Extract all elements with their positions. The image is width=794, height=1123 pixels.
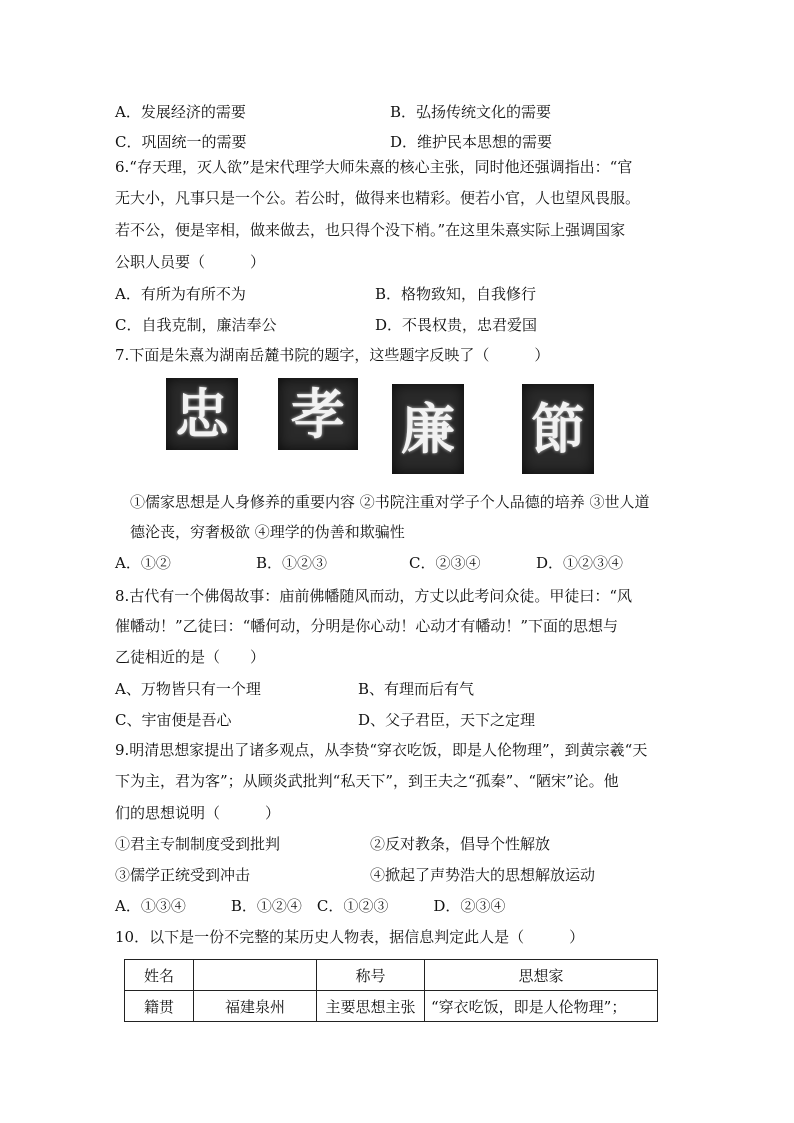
q10-stem: 10．以下是一份不完整的某历史人物表，据信息判定此人是（ ） xyxy=(115,928,585,946)
q5-option-c: C．巩固统一的需要 xyxy=(115,133,247,151)
q6-stem-line-2: 无大小，凡事只是一个公。若公时，做得来也精彩。便若小官，人也望风畏服。 xyxy=(115,189,641,207)
table-cell: 籍贯 xyxy=(125,991,194,1022)
q9-statement-3: ③儒学正统受到冲击 xyxy=(115,866,251,884)
q8-stem-line-1: 8.古代有一个佛偈故事：庙前佛幡随风而动，方丈以此考问众徒。甲徒曰：“风 xyxy=(115,587,632,605)
calligraphy-char: 忠 xyxy=(175,382,229,446)
calligraphy-zhong xyxy=(166,378,238,450)
q9-stem-line-3: 们的思想说明（ ） xyxy=(115,804,281,822)
calligraphy-char: 廉 xyxy=(401,397,455,461)
q6-stem-line-3: 若不公，便是宰相，做来做去，也只得个没下梢。”在这里朱熹实际上强调国家 xyxy=(115,221,626,239)
q9-statement-4: ④掀起了声势浩大的思想解放运动 xyxy=(370,866,596,884)
calligraphy-char: 孝 xyxy=(291,382,345,446)
q9-options: A．①③④ B．①②④ C．①②③ D．②③④ xyxy=(115,897,506,915)
q8-stem-line-3: 乙徒相近的是（ ） xyxy=(115,648,266,666)
q8-option-b: B、有理而后有气 xyxy=(358,680,475,698)
table-cell: 思想家 xyxy=(425,960,658,991)
q7-option-c: C．②③④ xyxy=(409,554,481,572)
q8-option-c: C、宇宙便是吾心 xyxy=(115,711,232,729)
q6-option-b: B．格物致知，自我修行 xyxy=(375,285,537,303)
q6-stem-line-4: 公职人员要（ ） xyxy=(115,253,266,271)
table-cell: 称号 xyxy=(317,960,425,991)
table-cell: 福建泉州 xyxy=(194,991,317,1022)
q8-stem-line-2: 催幡动！”乙徒曰：“幡何动，分明是你心动！心动才有幡动！”下面的思想与 xyxy=(115,617,619,635)
calligraphy-xiao xyxy=(278,378,358,450)
q9-stem-line-1: 9.明清思想家提出了诸多观点，从李贽“穿衣吃饭，即是人伦物理”，到黄宗羲“天 xyxy=(115,741,648,759)
q7-statements-line-2: 德沦丧，穷奢极欲 ④理学的伪善和欺骗性 xyxy=(130,523,405,541)
q5-option-d: D．维护民本思想的需要 xyxy=(390,133,553,151)
q8-option-d: D、父子君臣，天下之定理 xyxy=(358,711,536,729)
q7-statements-line-1: ①儒家思想是人身修养的重要内容 ②书院注重对学子个人品德的培养 ③世人道 xyxy=(130,493,650,511)
q7-stem: 7.下面是朱熹为湖南岳麓书院的题字，这些题字反映了（ ） xyxy=(115,346,550,364)
calligraphy-jie xyxy=(522,384,594,474)
calligraphy-char: 節 xyxy=(531,397,585,461)
person-info-table xyxy=(124,959,658,1022)
table-row xyxy=(125,991,658,1022)
q7-option-b: B．①②③ xyxy=(256,554,328,572)
q5-option-a: A．发展经济的需要 xyxy=(115,103,246,121)
q9-statement-2: ②反对教条，倡导个性解放 xyxy=(370,835,551,853)
q6-option-a: A．有所为有所不为 xyxy=(115,285,246,303)
q6-stem-line-1: 6.“存天理，灭人欲”是宋代理学大师朱熹的核心主张，同时他还强调指出：“官 xyxy=(115,158,633,176)
q9-statement-1: ①君主专制制度受到批判 xyxy=(115,835,281,853)
table-cell xyxy=(194,960,317,991)
table-cell: “穿衣吃饭，即是人伦物理”； xyxy=(425,991,658,1022)
q7-option-d: D．①②③④ xyxy=(536,554,624,572)
q5-option-b: B．弘扬传统文化的需要 xyxy=(390,103,552,121)
q6-option-d: D．不畏权贵，忠君爱国 xyxy=(375,316,538,334)
table-cell: 主要思想主张 xyxy=(317,991,425,1022)
q7-option-a: A．①② xyxy=(115,554,171,572)
q6-option-c: C．自我克制，廉洁奉公 xyxy=(115,316,277,334)
q9-stem-line-2: 下为主，君为客”；从顾炎武批判“私天下”，到王夫之“孤秦”、“陋宋”论。他 xyxy=(115,772,619,790)
table-row xyxy=(125,960,658,991)
table-cell: 姓名 xyxy=(125,960,194,991)
calligraphy-lian xyxy=(392,384,464,474)
q8-option-a: A、万物皆只有一个理 xyxy=(115,680,261,698)
